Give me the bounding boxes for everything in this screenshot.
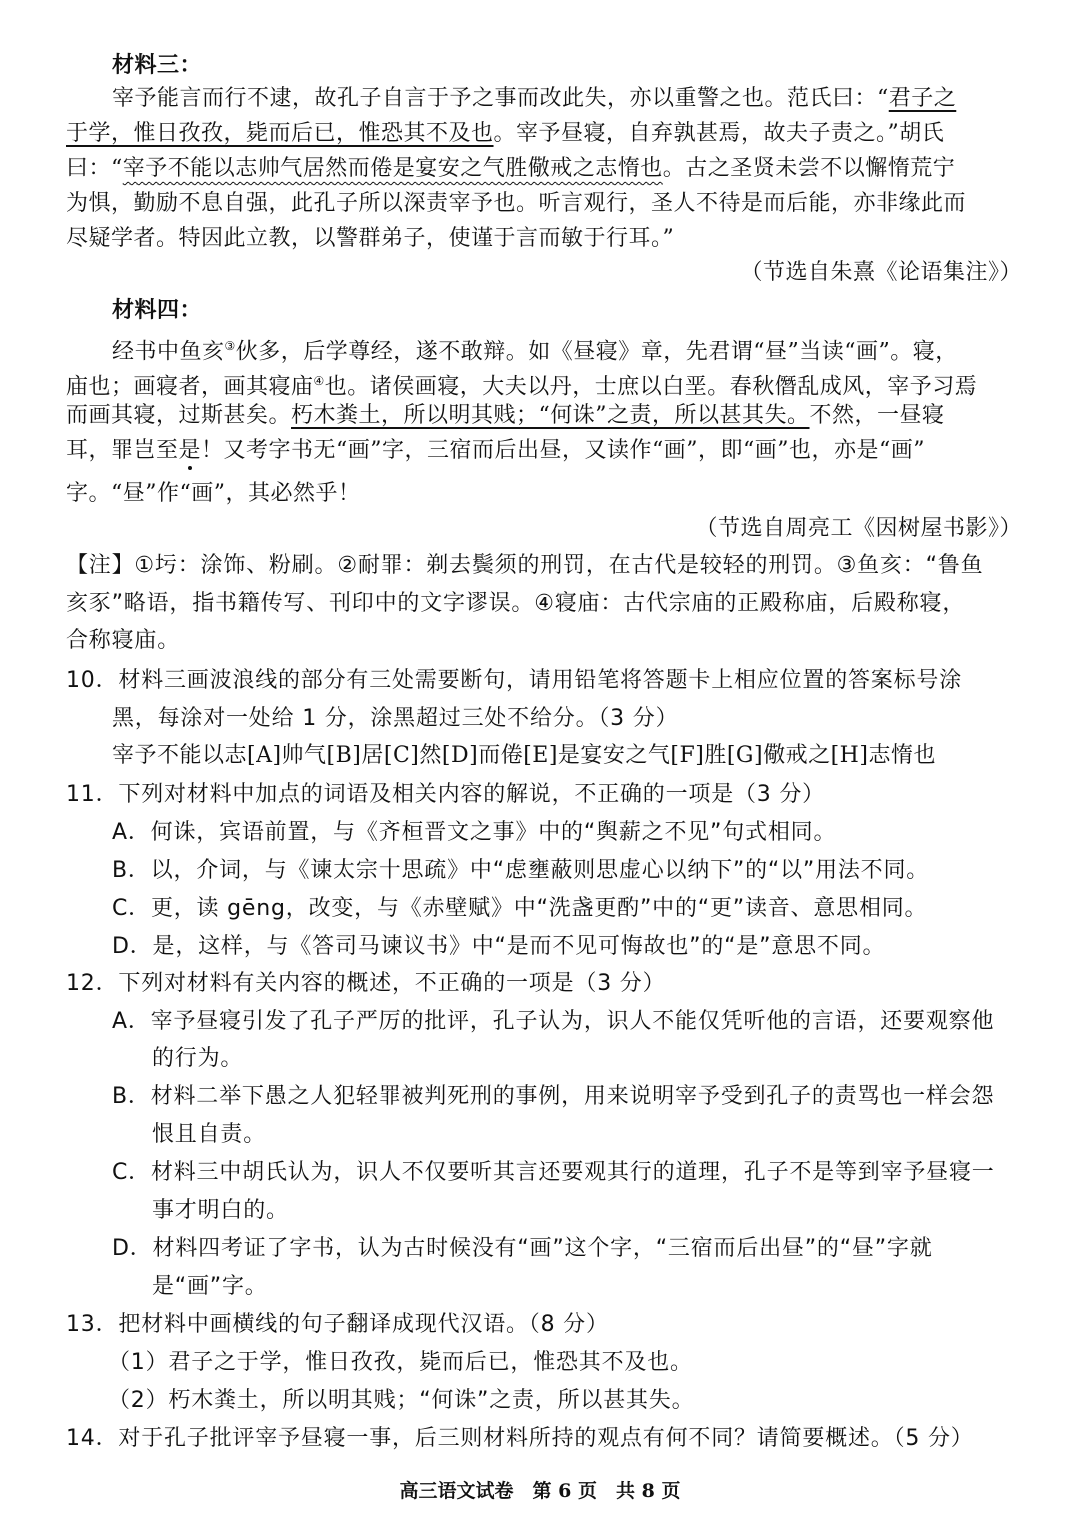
q13-sentence-1: （1）君子之于学，惟日孜孜，毙而后已，惟恐其不及也。 (108, 1350, 693, 1375)
text-span: 不然，一昼寝 (809, 403, 945, 428)
footnote-marker: ③ (224, 339, 236, 353)
text-span: 庙也；画寝者，画其寝庙 (66, 374, 314, 400)
material4-line-4 (66, 436, 925, 466)
text-span: 经书中鱼亥 (112, 339, 225, 365)
text-span: 而画其寝，过斯甚矣。 (66, 403, 292, 428)
q12-option-a-2: 的行为。 (152, 1046, 244, 1071)
text-span: 伙多，后学尊经，遂不敢辩。如《昼寝》章，先君谓“昼”当读“画”。寝， (235, 339, 958, 365)
q14-stem: 14．对于孔子批评宰予昼寝一事，后三则材料所持的观点有何不同？请简要概述。（5 分） (66, 1426, 974, 1451)
q13-sentence-2: （2）朽木粪土，所以明其贱；“何诛”之责，所以甚其失。 (108, 1388, 695, 1413)
notes-line-3: 合称寝庙。 (66, 628, 181, 653)
q12-option-d-2: 是“画”字。 (152, 1274, 268, 1299)
material4-line-2 (66, 366, 977, 402)
material3-line-3 (66, 154, 955, 184)
material3-heading: 材料三： (112, 52, 203, 78)
material4-line-5: 字。“昼”作“画”，其必然乎！ (66, 481, 361, 506)
material3-line-4: 为惧，勤励不息自强，此孔子所以深责宰予也。听言观行，圣人不待是而后能，亦非缘此而 (66, 191, 967, 216)
material4-source: （节选自周亮工《因树屋书影》） (695, 516, 1022, 541)
material3-line-5: 尽疑学者。特因此立教，以警群弟子，使谨于言而敏于行耳。” (66, 226, 675, 251)
underlined-span: 君子之 (888, 86, 957, 111)
q12-option-b-1: B．材料二举下愚之人犯轻罪被判死刑的事例，用来说明宰予受到孔子的责骂也一样会怨 (112, 1084, 995, 1109)
q12-option-c-1: C．材料三中胡氏认为，识人不仅要听其言还要观其行的道理，孔子不是等到宰予昼寝一 (112, 1160, 995, 1185)
dotted-char: 是 (178, 438, 202, 463)
q10-stem-1: 10．材料三画波浪线的部分有三处需要断句，请用铅笔将答题卡上相应位置的答案标号涂 (66, 668, 962, 693)
q11-option-a: A．何诛，宾语前置，与《齐桓晋文之事》中的“舆薪之不见”句式相同。 (112, 820, 837, 845)
q11-option-b: B．以，介词，与《谏太宗十思疏》中“虑壅蔽则思虚心以纳下”的“以”用法不同。 (112, 858, 930, 883)
material3-source: （节选自朱熹《论语集注》） (740, 260, 1022, 285)
material4-heading: 材料四： (112, 297, 203, 323)
text-span: 曰：“ (66, 156, 123, 181)
notes-line-2: 亥豕”略语，指书籍传写、刊印中的文字谬误。④寝庙：古代宗庙的正殿称庙，后殿称寝， (66, 591, 966, 616)
q12-option-c-2: 事才明白的。 (152, 1198, 289, 1223)
q13-stem: 13．把材料中画横线的句子翻译成现代汉语。（8 分） (66, 1312, 609, 1337)
text-span: 耳，罪岂至 (66, 438, 179, 463)
text-span: ！又考字书无“画”字，三宿而后出昼，又读作“画”，即“画”也，亦是“画” (201, 438, 926, 463)
text-span: 也。诸侯画寝，大夫以丹，士庶以白垩。春秋僭乱成风，宰予习焉 (324, 374, 978, 400)
text-span: 宰予能言而行不逮，故孔子自言于予之事而改此失，亦以重警之也。范氏曰：“ (112, 86, 889, 111)
wavy-underlined-span: 宰予不能以志帅气居然而倦是宴安之气胜儆戒之志惰也 (122, 156, 663, 181)
text-span: 。宰予昼寝，自弃孰甚焉，故夫子责之。”胡氏 (493, 121, 945, 146)
material4-line-1 (112, 331, 958, 367)
footnote-marker: ④ (313, 374, 325, 388)
page-footer: 高三语文试卷 第 6 页 共 8 页 (399, 1480, 681, 1502)
q12-option-a-1: A．宰予昼寝引发了孔子严厉的批评，孔子认为，识人不能仅凭听他的言语，还要观察他 (112, 1009, 995, 1034)
q10-stem-2: 黑，每涂对一处给 1 分，涂黑超过三处不给分。（3 分） (112, 706, 679, 731)
q11-option-d: D．是，这样，与《答司马谏议书》中“是而不见可悔故也”的“是”意思不同。 (112, 934, 886, 959)
q11-stem: 11．下列对材料中加点的词语及相关内容的解说，不正确的一项是（3 分） (66, 782, 825, 807)
q12-option-b-2: 恨且自责。 (152, 1122, 267, 1147)
material3-line-2 (66, 119, 944, 149)
text-span: 。古之圣贤未尝不以懈惰荒宁 (662, 156, 956, 181)
notes-line-1: 【注】①圬：涂饰、粉刷。②耐罪：剃去鬓须的刑罚，在古代是较轻的刑罚。③鱼亥：“鲁鱼 (66, 553, 984, 578)
q10-sentence: 宰予不能以志[A]帅气[B]居[C]然[D]而倦[E]是宴安之气[F]胜[G]儆戒之[H]志惰也 (112, 743, 936, 768)
underlined-span: 于学，惟日孜孜，毙而后已，惟恐其不及也 (66, 121, 494, 146)
q11-option-c: C．更，读 gēng，改变，与《赤壁赋》中“洗盏更酌”中的“更”读音、意思相同。 (112, 896, 928, 921)
q12-stem: 12．下列对材料有关内容的概述，不正确的一项是（3 分） (66, 971, 666, 996)
underlined-span: 朽木粪土，所以明其贱；“何诛”之责，所以甚其失。 (291, 403, 810, 428)
material3-line-1 (112, 84, 956, 114)
material4-line-3 (66, 401, 945, 431)
q12-option-d-1: D．材料四考证了字书，认为古时候没有“画”这个字，“三宿而后出昼”的“昼”字就 (112, 1236, 933, 1261)
